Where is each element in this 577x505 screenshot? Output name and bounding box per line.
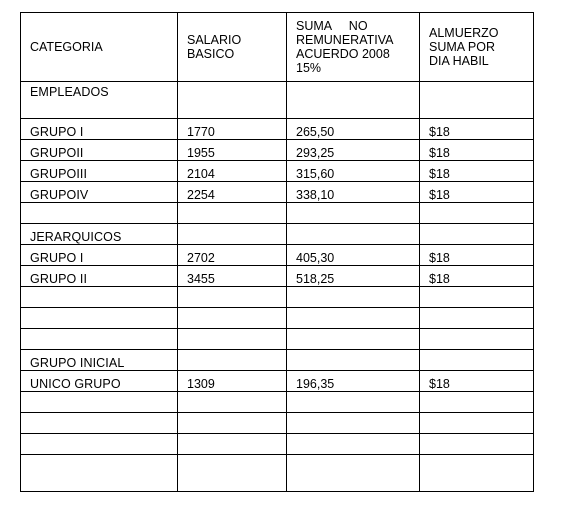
cell-almuerzo: [420, 203, 534, 224]
cell-almuerzo: $18: [420, 245, 534, 266]
cell-categoria: UNICO GRUPO: [21, 371, 178, 392]
cell-suma-no-remunerativa: [287, 413, 420, 434]
cell-suma-no-remunerativa: [287, 224, 420, 245]
header-line: 15%: [296, 61, 322, 75]
table-row: [21, 434, 534, 455]
cell-almuerzo: $18: [420, 182, 534, 203]
cell-salario-basico: [178, 392, 287, 413]
table-row: [21, 161, 534, 182]
cell-categoria: [21, 434, 178, 455]
table-row: [21, 182, 534, 203]
cell-categoria: [21, 308, 178, 329]
cell-salario-basico: 1955: [178, 140, 287, 161]
cell-salario-basico: [178, 287, 287, 308]
cell-suma-no-remunerativa: 265,50: [287, 119, 420, 140]
header-line: SALARIO: [187, 33, 242, 47]
table-row: [21, 287, 534, 308]
cell-categoria: GRUPO I: [21, 119, 178, 140]
cell-almuerzo: [420, 413, 534, 434]
cell-salario-basico: [178, 224, 287, 245]
table-row: [21, 82, 534, 119]
header-line: ALMUERZO: [429, 26, 499, 40]
cell-salario-basico: [178, 455, 287, 492]
header-salario-basico: [178, 13, 287, 82]
cell-salario-basico: [178, 329, 287, 350]
cell-categoria: [21, 287, 178, 308]
table-row: [21, 140, 534, 161]
cell-suma-no-remunerativa: [287, 392, 420, 413]
cell-categoria: GRUPOIII: [21, 161, 178, 182]
cell-categoria: GRUPO II: [21, 266, 178, 287]
cell-salario-basico: 1309: [178, 371, 287, 392]
cell-suma-no-remunerativa: [287, 455, 420, 492]
cell-suma-no-remunerativa: 518,25: [287, 266, 420, 287]
cell-suma-no-remunerativa: [287, 434, 420, 455]
header-row: [21, 13, 534, 82]
cell-almuerzo: [420, 392, 534, 413]
cell-salario-basico: [178, 203, 287, 224]
cell-suma-no-remunerativa: [287, 350, 420, 371]
table-row: [21, 224, 534, 245]
cell-almuerzo: $18: [420, 266, 534, 287]
cell-categoria: GRUPO INICIAL: [21, 350, 178, 371]
table-row: [21, 245, 534, 266]
cell-almuerzo: [420, 224, 534, 245]
header-line: SUMA NO: [296, 19, 368, 33]
cell-almuerzo: [420, 82, 534, 119]
cell-categoria: JERARQUICOS: [21, 224, 178, 245]
header-line: ACUERDO 2008: [296, 47, 390, 61]
cell-salario-basico: 2702: [178, 245, 287, 266]
cell-salario-basico: 3455: [178, 266, 287, 287]
cell-categoria: GRUPOII: [21, 140, 178, 161]
table-row: [21, 455, 534, 492]
cell-almuerzo: [420, 329, 534, 350]
header-line: CATEGORIA: [30, 40, 103, 54]
cell-almuerzo: $18: [420, 119, 534, 140]
cell-suma-no-remunerativa: 338,10: [287, 182, 420, 203]
header-line: BASICO: [187, 47, 235, 61]
cell-suma-no-remunerativa: [287, 329, 420, 350]
cell-categoria: [21, 329, 178, 350]
table-row: [21, 119, 534, 140]
cell-salario-basico: [178, 413, 287, 434]
cell-suma-no-remunerativa: [287, 308, 420, 329]
cell-categoria: [21, 455, 178, 492]
cell-suma-no-remunerativa: 315,60: [287, 161, 420, 182]
cell-categoria: [21, 413, 178, 434]
table-row: [21, 308, 534, 329]
table-row: [21, 203, 534, 224]
cell-almuerzo: [420, 350, 534, 371]
cell-salario-basico: 1770: [178, 119, 287, 140]
cell-categoria: [21, 203, 178, 224]
header-categoria: [21, 13, 178, 82]
cell-almuerzo: $18: [420, 371, 534, 392]
cell-categoria: GRUPOIV: [21, 182, 178, 203]
cell-suma-no-remunerativa: [287, 287, 420, 308]
header-line: SUMA POR: [429, 40, 495, 54]
cell-suma-no-remunerativa: 405,30: [287, 245, 420, 266]
cell-salario-basico: [178, 434, 287, 455]
salary-table: [20, 12, 534, 492]
table-row: [21, 329, 534, 350]
header-line: REMUNERATIVA: [296, 33, 394, 47]
cell-almuerzo: [420, 287, 534, 308]
table-row: [21, 350, 534, 371]
cell-almuerzo: [420, 308, 534, 329]
table-row: [21, 392, 534, 413]
cell-salario-basico: [178, 350, 287, 371]
cell-almuerzo: $18: [420, 140, 534, 161]
header-suma-no-remunerativa: [287, 13, 420, 82]
table-row: [21, 413, 534, 434]
cell-suma-no-remunerativa: 196,35: [287, 371, 420, 392]
cell-salario-basico: 2254: [178, 182, 287, 203]
table-row: [21, 266, 534, 287]
cell-salario-basico: 2104: [178, 161, 287, 182]
cell-salario-basico: [178, 82, 287, 119]
cell-almuerzo: [420, 455, 534, 492]
table-row: [21, 371, 534, 392]
header-almuerzo: [420, 13, 534, 82]
cell-almuerzo: $18: [420, 161, 534, 182]
header-line: DIA HABIL: [429, 54, 489, 68]
cell-suma-no-remunerativa: [287, 203, 420, 224]
cell-categoria: [21, 392, 178, 413]
cell-categoria: EMPLEADOS: [21, 82, 178, 119]
cell-suma-no-remunerativa: 293,25: [287, 140, 420, 161]
cell-almuerzo: [420, 434, 534, 455]
cell-suma-no-remunerativa: [287, 82, 420, 119]
cell-salario-basico: [178, 308, 287, 329]
cell-categoria: GRUPO I: [21, 245, 178, 266]
